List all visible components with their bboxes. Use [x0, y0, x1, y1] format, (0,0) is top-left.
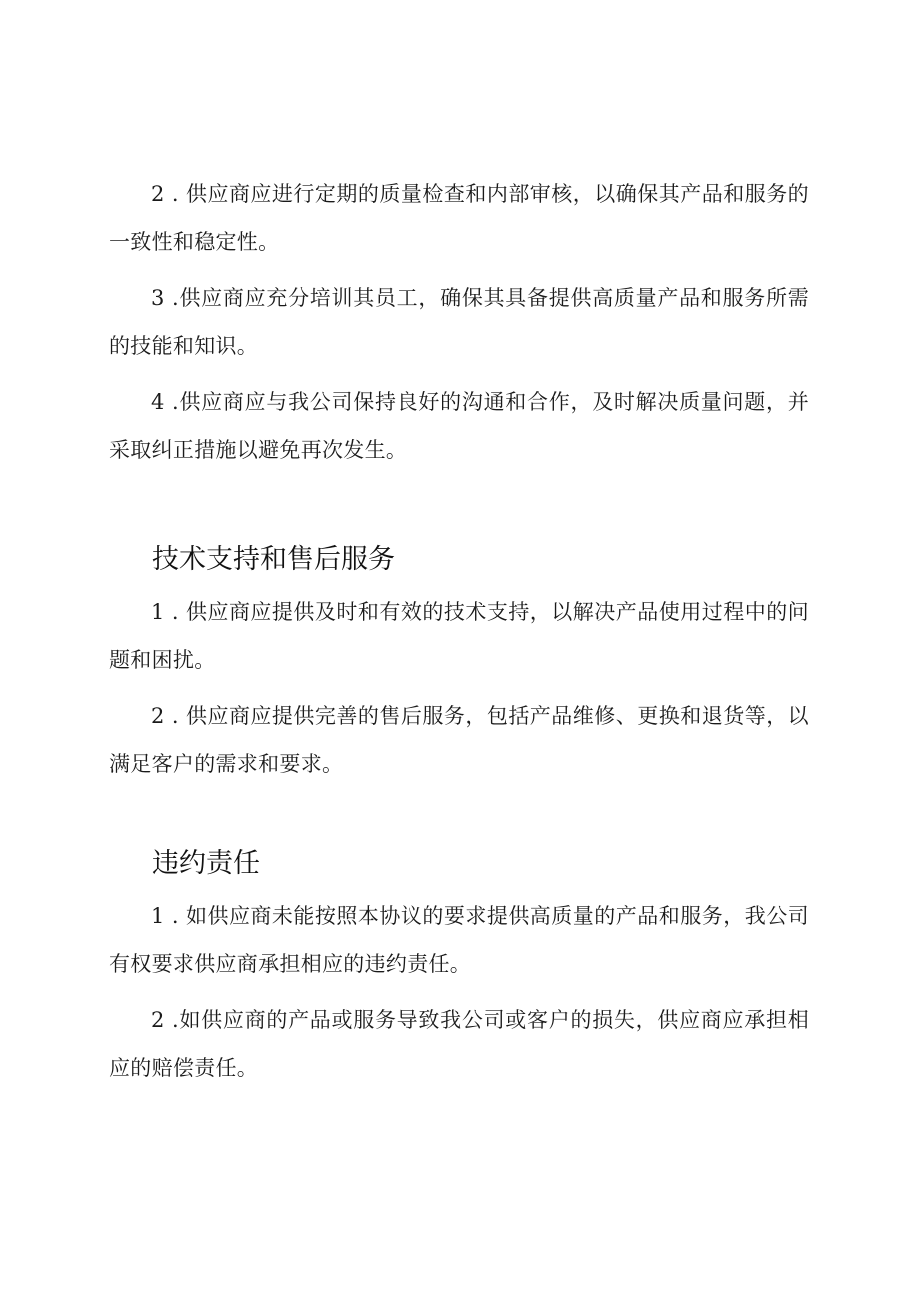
section-heading-liability: 违约责任 — [152, 848, 260, 879]
section-heading-tech-support: 技术支持和售后服务 — [152, 544, 395, 575]
document-body — [109, 170, 809, 1100]
tech-support-item-1: 1 . 供应商应提供及时和有效的技术支持，以解决产品使用过程中的问题和困扰。 — [109, 600, 809, 672]
quality-item-4: 4 .供应商应与我公司保持良好的沟通和合作，及时解决质量问题，并采取纠正措施以避免再次发生。 — [109, 390, 809, 462]
quality-item-3: 3 .供应商应充分培训其员工，确保其具备提供高质量产品和服务所需的技能和知识。 — [109, 286, 809, 358]
quality-item-2: 2 . 供应商应进行定期的质量检查和内部审核，以确保其产品和服务的一致性和稳定性。 — [109, 182, 809, 254]
liability-item-2: 2 .如供应商的产品或服务导致我公司或客户的损失，供应商应承担相应的赔偿责任。 — [109, 1008, 809, 1080]
liability-item-1: 1 . 如供应商未能按照本协议的要求提供高质量的产品和服务，我公司有权要求供应商承担相应的违约责任。 — [109, 904, 809, 976]
tech-support-item-2: 2 . 供应商应提供完善的售后服务，包括产品维修、更换和退货等，以满足客户的需求和要求。 — [109, 704, 809, 776]
